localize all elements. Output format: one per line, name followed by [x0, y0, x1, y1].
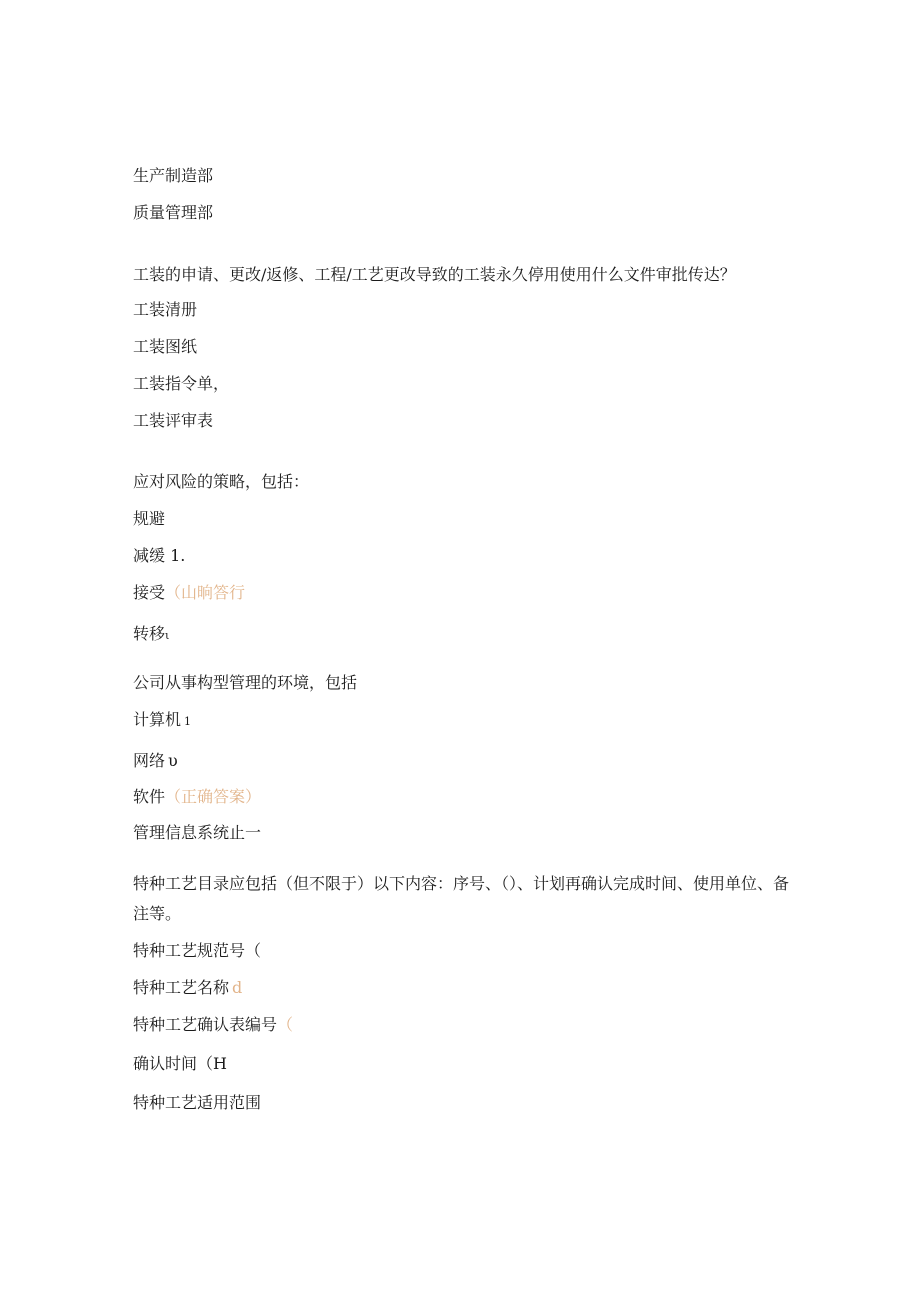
answer-hint: （山晌答行 — [165, 583, 246, 602]
option-line-9 — [133, 582, 245, 604]
option-line-8 — [133, 545, 185, 567]
option-text: 生产制造部 — [133, 166, 214, 185]
option-line-6 — [133, 410, 213, 432]
answer-hint: ι — [165, 629, 170, 642]
option-line-3 — [133, 299, 197, 321]
option-line-5 — [133, 373, 229, 395]
option-text: 特种工艺适用范围 — [133, 1093, 262, 1112]
answer-hint: υ — [168, 751, 178, 770]
option-line-15 — [133, 940, 261, 962]
option-line-18 — [133, 1053, 227, 1075]
question-text: 公司从事构型管理的环境，包括 — [133, 673, 358, 692]
answer-hint: 1 — [184, 715, 192, 728]
option-text: 接受 — [133, 583, 166, 602]
option-line-19 — [133, 1092, 261, 1114]
question-line-4 — [133, 869, 793, 929]
option-line-1 — [133, 165, 213, 187]
answer-hint: d — [232, 978, 243, 997]
option-text: 确认时间（H — [133, 1054, 227, 1073]
option-line-17 — [133, 1014, 293, 1036]
option-line-11 — [133, 709, 191, 733]
option-text: 工装图纸 — [133, 337, 198, 356]
option-text: 减缓 1. — [133, 546, 186, 565]
option-text: 特种工艺确认表编号 — [133, 1015, 278, 1034]
option-text: 工装评审表 — [133, 411, 214, 430]
option-line-7 — [133, 508, 165, 530]
question-line-2 — [133, 471, 309, 493]
question-line-1 — [133, 264, 736, 286]
option-line-14 — [133, 822, 261, 844]
option-line-4 — [133, 336, 197, 358]
option-line-2 — [133, 202, 213, 224]
option-text: 网络 — [133, 751, 166, 770]
option-text: 计算机 — [133, 710, 182, 729]
option-text: 工装指令单， — [133, 374, 230, 393]
option-text: 特种工艺规范号（ — [133, 941, 262, 960]
option-text: 质量管理部 — [133, 203, 214, 222]
option-line-13 — [133, 786, 261, 808]
option-line-16 — [133, 977, 242, 999]
question-text: 工装的申请、更改/返修、工程/工艺更改导致的工装永久停用使用什么文件审批传达？ — [133, 265, 736, 284]
option-text: 工装清册 — [133, 300, 198, 319]
question-line-3 — [133, 672, 357, 694]
answer-hint: （ — [277, 1015, 294, 1034]
option-text: 规避 — [133, 509, 166, 528]
option-text: 管理信息系统止一 — [133, 823, 262, 842]
question-text: 应对风险的策略，包括： — [133, 472, 310, 491]
option-text: 软件 — [133, 787, 166, 806]
option-line-12 — [133, 750, 178, 772]
answer-hint: （正确答案） — [165, 787, 262, 806]
option-text: 特种工艺名称 — [133, 978, 230, 997]
option-line-10 — [133, 623, 169, 647]
option-text: 转移 — [133, 624, 166, 643]
question-text: 特种工艺目录应包括（但不限于）以下内容：序号、（）、计划再确认完成时间、使用单位、备注等。 — [133, 874, 790, 923]
